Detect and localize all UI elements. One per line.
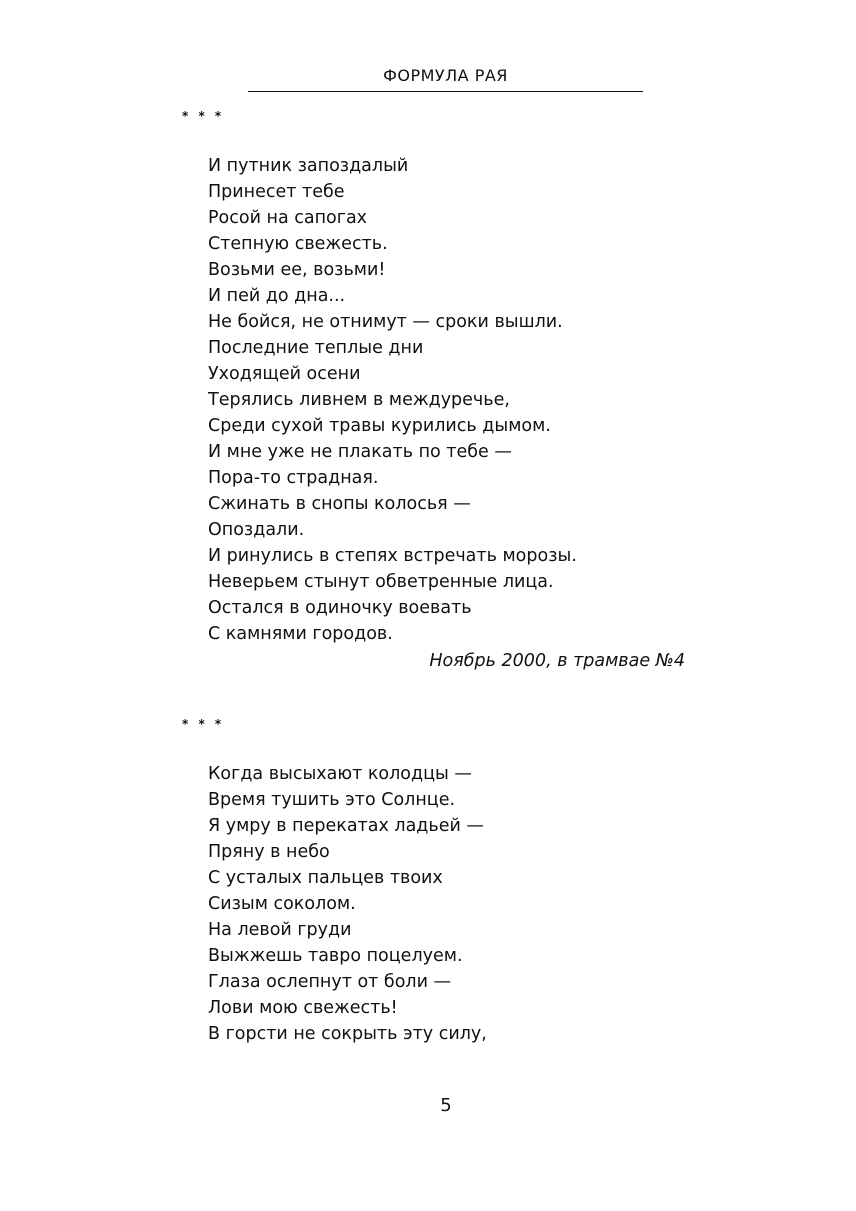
poem-line: Когда высыхают колодцы — — [208, 764, 472, 784]
poem-line: И мне уже не плакать по тебе — — [208, 442, 512, 462]
poem-separator: * * * — [182, 109, 225, 123]
poem-line: Не бойся, не отнимут — сроки вышли. — [208, 312, 563, 332]
poem-line: Сизым соколом. — [208, 894, 356, 914]
poem-line: Терялись ливнем в междуречье, — [208, 390, 510, 410]
poem-line: Последние теплые дни — [208, 338, 424, 358]
poem-line: Остался в одиночку воевать — [208, 598, 472, 618]
poem-line: С камнями городов. — [208, 624, 393, 644]
poem-line: На левой груди — [208, 920, 352, 940]
poem-line: Опоздали. — [208, 520, 305, 540]
poem-line: Уходящей осени — [208, 364, 361, 384]
poem-line: Степную свежесть. — [208, 234, 388, 254]
poem-line: Среди сухой травы курились дымом. — [208, 416, 551, 436]
page-number: 5 — [440, 1095, 452, 1116]
poem-line: Сжинать в снопы колосья — — [208, 494, 471, 514]
running-head: ФОРМУЛА РАЯ — [383, 66, 508, 85]
poem-line: И пей до дна... — [208, 286, 346, 306]
poem-line: Выжжешь тавро поцелуем. — [208, 946, 463, 966]
poem-line: Возьми ее, возьми! — [208, 260, 386, 280]
poem-line: В горсти не сокрыть эту силу, — [208, 1024, 487, 1044]
poem-line: С усталых пальцев твоих — [208, 868, 443, 888]
poem-line: И ринулись в степях встречать морозы. — [208, 546, 577, 566]
poem-stanza — [208, 761, 728, 1047]
poem-line: Пряну в небо — [208, 842, 330, 862]
poem-line: Глаза ослепнут от боли — — [208, 972, 452, 992]
header-rule — [248, 91, 643, 92]
poem-line: Росой на сапогах — [208, 208, 368, 228]
poem-separator: * * * — [182, 717, 225, 731]
poem-line: Я умру в перекатах ладьей — — [208, 816, 484, 836]
poem-line: Лови мою свежесть! — [208, 998, 398, 1018]
poem-line: Время тушить это Солнце. — [208, 790, 456, 810]
poem-line: Принесет тебе — [208, 182, 345, 202]
poem-stanza — [208, 153, 728, 647]
poem-line: И путник запоздалый — [208, 156, 409, 176]
poem-line: Неверьем стынут обветренные лица. — [208, 572, 554, 592]
poem-signature: Ноябрь 2000, в трамвае №4 — [429, 651, 685, 671]
poem-line: Пора-то страдная. — [208, 468, 379, 488]
